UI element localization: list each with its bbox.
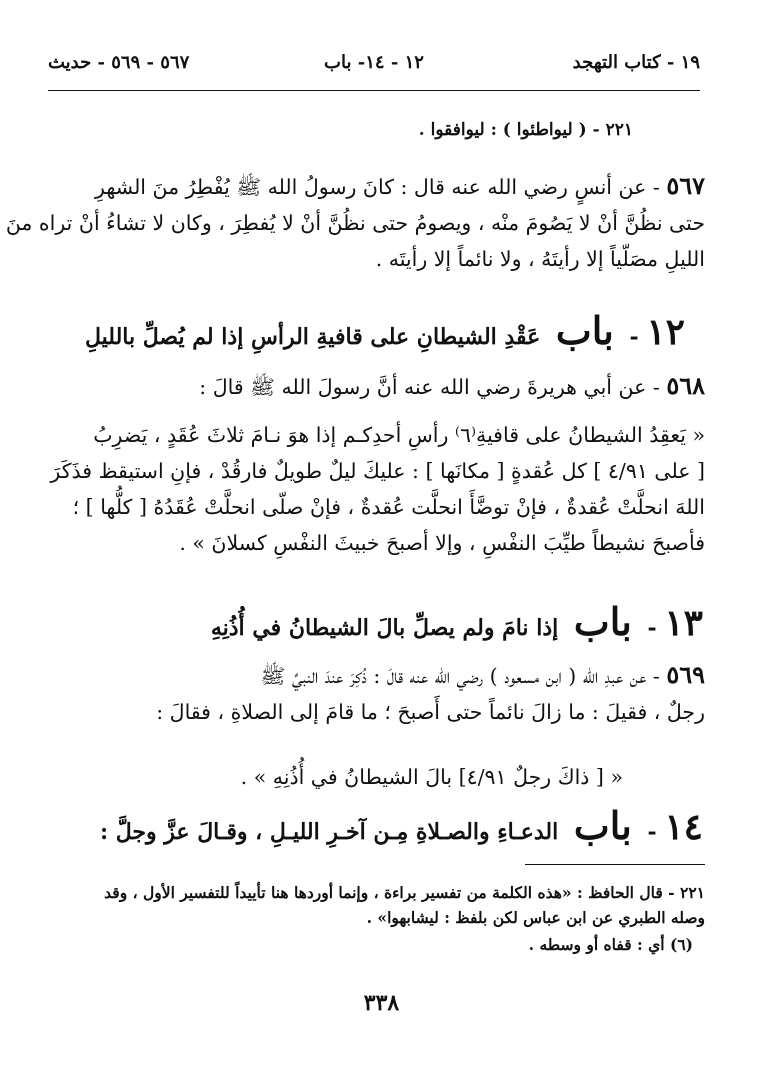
note-221: ٢٢١ - ( ليواطئوا ) : ليوافقوا .: [418, 120, 633, 140]
footnote-221-line-2: وصله الطبري عن ابن عباس لكن بلفظ : ليشابهوا» .: [366, 908, 705, 927]
hadith-568-line-4: فأصبحَ نشيطاً طيِّبَ النفْسِ ، وإلا أصبحَ خبيثَ النفْسِ كسلانَ » .: [179, 531, 705, 555]
hadith-569-line-2: رجلٌ ، فقيلَ : ما زالَ نائماً حتى أَصبحَ ؛ ما قامَ إلى الصلاةِ ، فقالَ :: [156, 700, 705, 724]
header-divider: [48, 90, 700, 91]
chapter-13-word: باب: [573, 599, 632, 644]
hadith-568-intro-text: - عن أبي هريرةَ رضي الله عنه أنَّ رسولَ الله ﷺ قالَ :: [199, 375, 660, 399]
hadith-568-line-2: [ على ٤/٩١ ] كل عُقدةٍ [ مكانَها ] : عليكَ ليلٌ طويلٌ فارقُدْ ، فإنِ استيقظ فذَكَرَ: [50, 459, 705, 483]
chapter-13-number: ١٣: [664, 602, 703, 644]
hadith-569-text-1: - عن عبدِ الله ( ابن مسعود ) رضي الله عنه قالَ : ذُكِرَ عندَ النبيِّ ﷺ: [260, 664, 660, 688]
footnote-221-line-1: ٢٢١ - قال الحافظ : «هذه الكلمة من تفسير براءة ، وإنما أوردها هنا تأييداً للتفسير الأول ، وقد: [104, 883, 705, 902]
footnote-221: [53, 880, 705, 930]
hadith-567-line-2: حتى نظُنَّ أنْ لا يَصُومَ منْه ، ويصومُ حتى نظُنَّ أنْ لا يُفطِرَ ، وكان لا تشاءُ أنْ تراه منَ: [5, 211, 705, 235]
hadith-568-body: [50, 417, 705, 561]
running-header: [48, 52, 700, 82]
chapter-12-title: عَقْدِ الشيطانِ على قافيةِ الرأسِ إذا لم يُصلِّ بالليلِ: [85, 324, 541, 350]
hadith-567: [5, 168, 705, 277]
header-book-title: ١٩ - كتاب التهجد: [572, 52, 700, 73]
chapter-13-heading: ١٣ - باب إذا نامَ ولم يصلِّ بالَ الشيطانُ في أُذُنِهِ: [210, 599, 703, 644]
hadith-569-quote: « [ ذاكَ رجلٌ ٤/٩١] بالَ الشيطانُ في أُذُنِهِ » .: [240, 765, 623, 789]
chapter-14-word: باب: [573, 803, 632, 848]
chapter-14-number: ١٤: [664, 806, 703, 848]
chapter-12-heading: ١٢ - باب عَقْدِ الشيطانِ على قافيةِ الرأسِ إذا لم يُصلِّ بالليلِ: [85, 308, 685, 353]
chapter-14-heading: ١٤ - باب الدعـاءِ والصـلاةِ مِـن آخـرِ الليـلِ ، وقـالَ عزَّ وجلَّ :: [99, 803, 703, 848]
header-chapter-range: ١٢ - ١٤- باب: [324, 52, 424, 73]
footnote-divider: [525, 864, 705, 865]
chapter-14-title: الدعـاءِ والصـلاةِ مِـن آخـرِ الليـلِ ، وقـالَ عزَّ وجلَّ :: [99, 819, 559, 845]
chapter-12-word: باب: [555, 308, 614, 353]
hadith-567-line-3: الليلِ مصَلّياً إلا رأيتَهُ ، ولا نائماً إلا رأيتَه .: [375, 247, 705, 271]
chapter-12-number: ١٢: [646, 311, 685, 353]
hadith-568-number: ٥٦٨: [666, 371, 705, 400]
hadith-569-number: ٥٦٩: [666, 660, 705, 689]
hadith-568-line-3: اللهَ انحلَّتْ عُقدةٌ ، فإنْ توضَّأَ انحلَّت عُقدةٌ ، فإنْ صلّى انحلَّتْ عُقَدُهُ [ كلُّها ] ؛: [72, 495, 705, 519]
hadith-567-text-1: - عن أنسٍ رضي الله عنه قال : كانَ رسولُ الله ﷺ يُفْطِرُ منَ الشهرِ: [95, 175, 660, 199]
hadith-568-intro: [53, 368, 705, 405]
hadith-568-line-1: « يَعقِدُ الشيطانُ على قافيةِ⁽٦⁾ رأسِ أحدِكـم إذا هوَ نـامَ ثلاثَ عُقَدٍ ، يَضرِبُ: [93, 423, 705, 447]
hadith-567-line-1: [53, 168, 705, 205]
hadith-567-number: ٥٦٧: [666, 171, 705, 200]
chapter-13-title: إذا نامَ ولم يصلِّ بالَ الشيطانُ في أُذُنِهِ: [210, 615, 559, 641]
header-hadith-range: ٥٦٧ - ٥٦٩ - حديث: [48, 52, 190, 73]
hadith-569: [53, 657, 705, 730]
footnote-6: (٦) أي : قفاه أو وسطه .: [528, 935, 693, 954]
page-number: ٣٣٨: [363, 990, 400, 1016]
hadith-569-line-1: [53, 657, 705, 694]
